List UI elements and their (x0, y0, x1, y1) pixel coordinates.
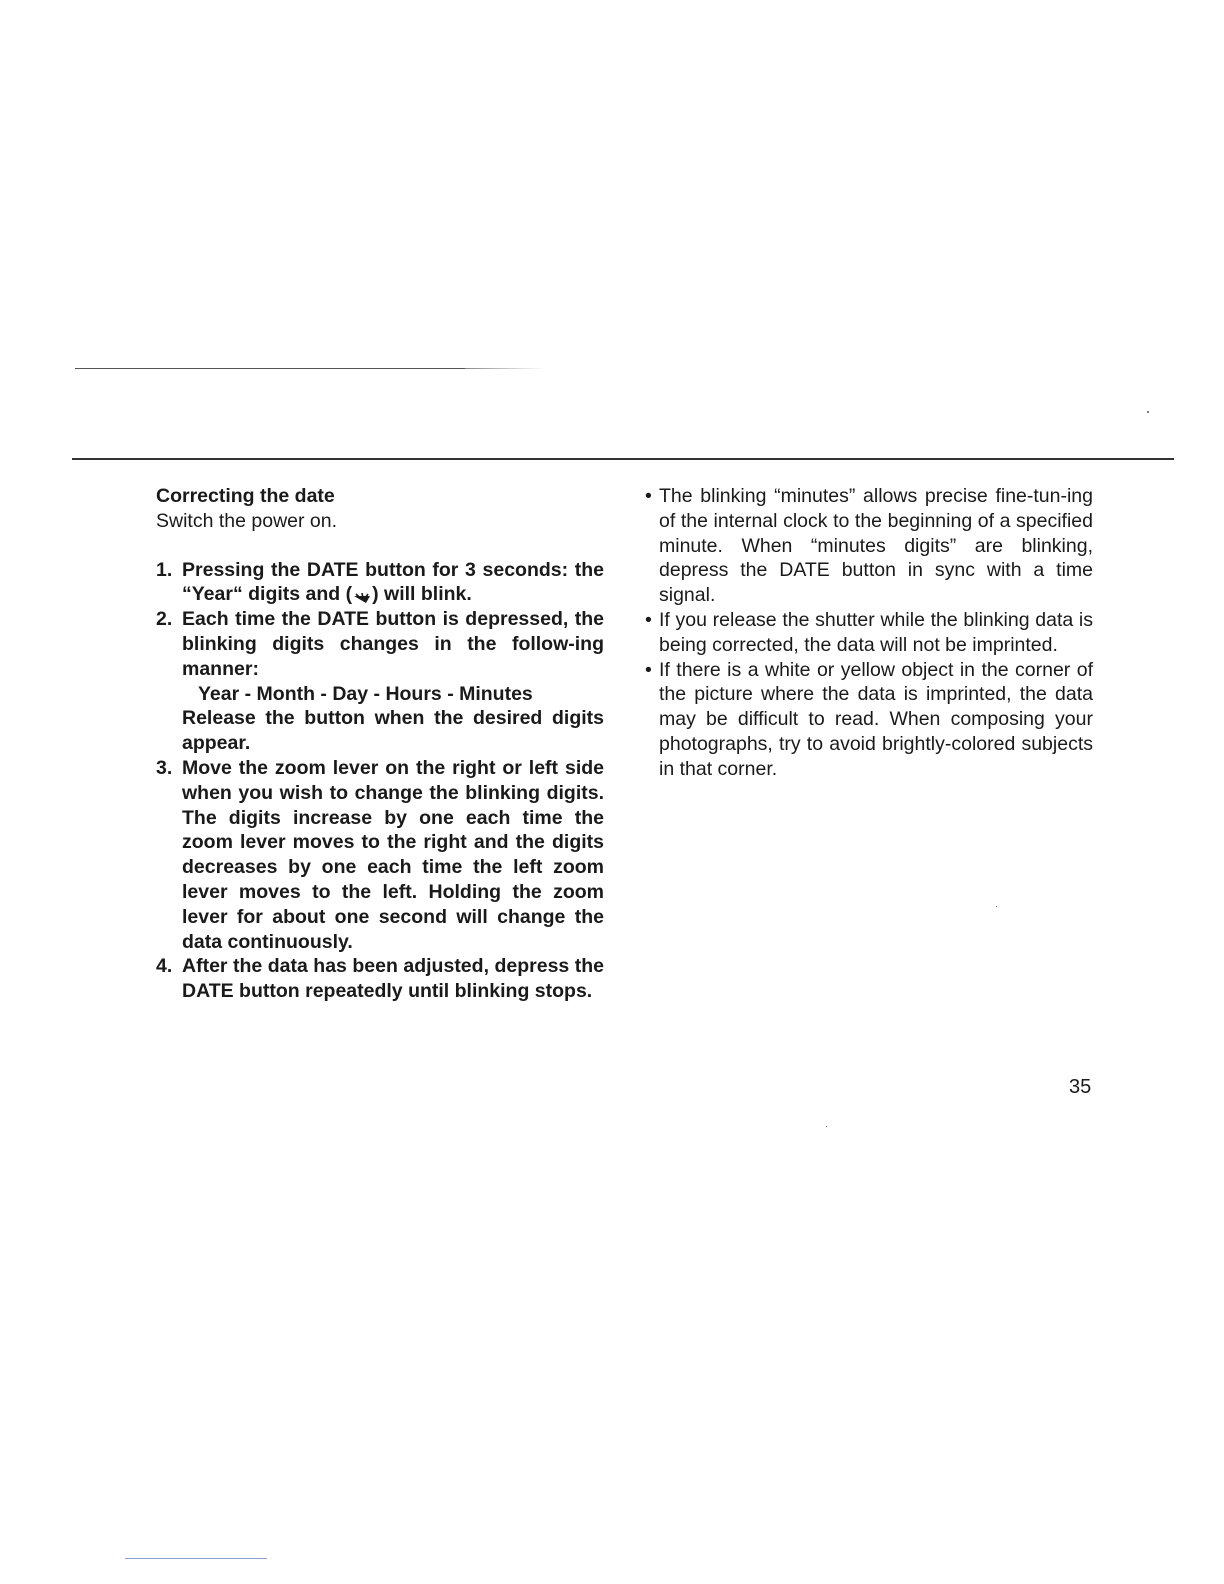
bullet-icon: • (645, 608, 652, 631)
steps-list (156, 558, 604, 1004)
note-item (645, 658, 1093, 782)
bullet-icon: • (645, 485, 652, 507)
left-column (156, 484, 604, 1004)
date-imprint-icon (352, 588, 372, 602)
scan-speck (1147, 411, 1149, 413)
step-3 (156, 756, 604, 954)
header-rule (72, 458, 1174, 460)
right-column (645, 484, 1093, 782)
step-3-text: Move the zoom lever on the right or left side when you wish to change the blinking digits. The digits increase by one each time the zoom lever moves to the right and the digits decreases by one each time the left zoom lever moves to the left. Holding the zoom lever for about one second will change the data continuously. (182, 756, 604, 953)
note-text: If you release the shutter while the blinking data is being corrected, the data will not be imprinted. (659, 608, 1093, 656)
step-1 (156, 558, 604, 608)
scan-speck (826, 1126, 827, 1127)
step-number: 4. (156, 955, 173, 978)
note-text: If there is a white or yellow object in the corner of the picture where the data is imprinted, the data may be difficult to read. When composing your photographs, try to avoid brightly-colored subjects in that corner. (659, 658, 1093, 780)
step-2-text-after: Release the button when the desired digits appear. (182, 707, 604, 755)
section-intro: Switch the power on. (156, 509, 338, 532)
page-number: 35 (1069, 1076, 1092, 1098)
step-number: 2. (156, 608, 173, 631)
step-2 (156, 607, 604, 756)
note-text: The blinking “minutes” allows precise fine-tun-ing of the internal clock to the beginning of a specified minute. When “minutes digits” are blinking, depress the DATE button in sync with a time signal. (659, 485, 1093, 607)
section-heading: Correcting the date (156, 485, 335, 507)
step-1-text-before: Pressing the DATE button for 3 seconds: the “Year“ digits and ( (182, 558, 604, 606)
step-2-text: Each time the DATE button is depressed, the blinking digits changes in the follow-ing manner: (182, 608, 604, 680)
top-short-rule (75, 368, 545, 369)
date-field-sequence: Year - Month - Day - Hours - Minutes (198, 682, 533, 705)
notes-list (645, 484, 1093, 782)
step-1-text-after: ) will blink. (372, 583, 472, 606)
step-number: 3. (156, 756, 173, 779)
note-item (645, 484, 1093, 608)
step-4 (156, 954, 604, 1004)
bottom-rule (125, 1558, 267, 1559)
note-item (645, 608, 1093, 658)
scan-speck (996, 906, 997, 907)
bullet-icon: • (645, 658, 652, 681)
step-4-text: After the data has been adjusted, depress the DATE button repeatedly until blinking stops. (182, 955, 604, 1003)
step-number: 1. (156, 558, 173, 581)
